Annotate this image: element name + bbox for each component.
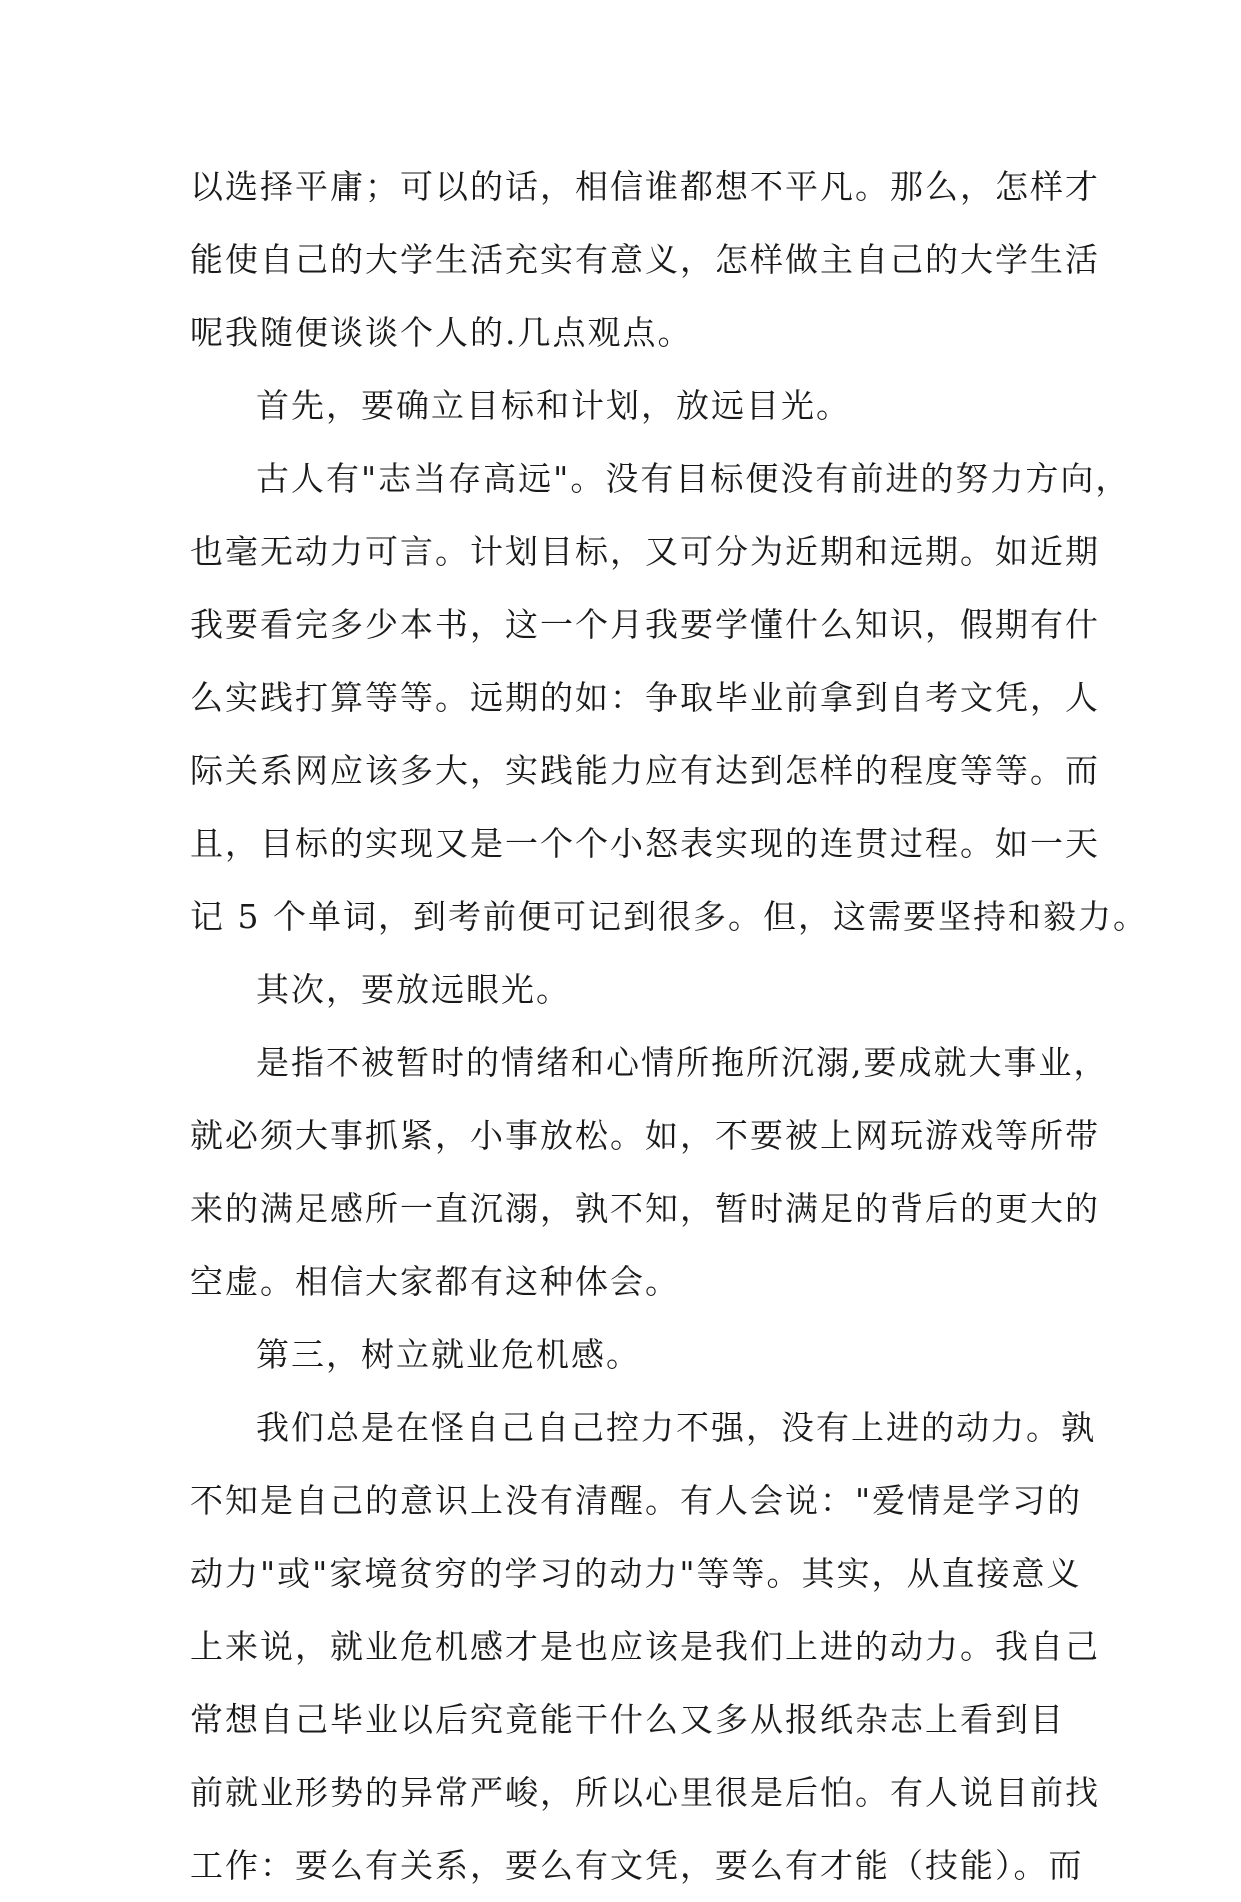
text-line: 是指不被暂时的情绪和心情所拖所沉溺,要成就大事业， — [256, 1043, 1109, 1082]
text-line: 不知是自己的意识上没有清醒。有人会说："爱情是学习的 — [190, 1481, 1083, 1520]
text-line: 记 5 个单词，到考前便可记到很多。但，这需要坚持和毅力。 — [190, 897, 1148, 936]
text-line: 也毫无动力可言。计划目标，又可分为近期和远期。如近期 — [190, 532, 1100, 571]
text-line: 古人有"志当存高远"。没有目标便没有前进的努力方向， — [256, 459, 1131, 498]
text-line: 空虚。相信大家都有这种体会。 — [190, 1262, 680, 1301]
text-line: 来的满足感所一直沉溺，孰不知，暂时满足的背后的更大的 — [190, 1189, 1100, 1228]
text-line: 其次，要放远眼光。 — [256, 970, 571, 1009]
text-line: 第三，树立就业危机感。 — [256, 1335, 641, 1374]
text-line: 呢我随便谈谈个人的.几点观点。 — [190, 313, 693, 352]
text-line: 我要看完多少本书，这一个月我要学懂什么知识，假期有什 — [190, 605, 1100, 644]
text-line: 动力"或"家境贫穷的学习的动力"等等。其实，从直接意义 — [190, 1554, 1082, 1593]
text-line: 能使自己的大学生活充实有意义，怎样做主自己的大学生活 — [190, 240, 1100, 279]
text-line: 常想自己毕业以后究竟能干什么又多从报纸杂志上看到目 — [190, 1700, 1065, 1739]
text-line: 工作：要么有关系，要么有文凭，要么有才能（技能）。而 — [190, 1846, 1084, 1885]
text-line: 首先，要确立目标和计划，放远目光。 — [256, 386, 851, 425]
text-line: 前就业形势的异常严峻，所以心里很是后怕。有人说目前找 — [190, 1773, 1100, 1812]
body-text — [190, 150, 1148, 1902]
text-line: 上来说，就业危机感才是也应该是我们上进的动力。我自己 — [190, 1627, 1100, 1666]
text-line: 以选择平庸；可以的话，相信谁都想不平凡。那么，怎样才 — [190, 167, 1100, 206]
text-line: 就必须大事抓紧，小事放松。如，不要被上网玩游戏等所带 — [190, 1116, 1100, 1155]
text-line: 我们总是在怪自己自己控力不强，没有上进的动力。孰 — [256, 1408, 1096, 1447]
text-line: 么实践打算等等。远期的如：争取毕业前拿到自考文凭，人 — [190, 678, 1100, 717]
text-line: 且，目标的实现又是一个个小怒表实现的连贯过程。如一天 — [190, 824, 1100, 863]
text-line: 际关系网应该多大，实践能力应有达到怎样的程度等等。而 — [190, 751, 1100, 790]
